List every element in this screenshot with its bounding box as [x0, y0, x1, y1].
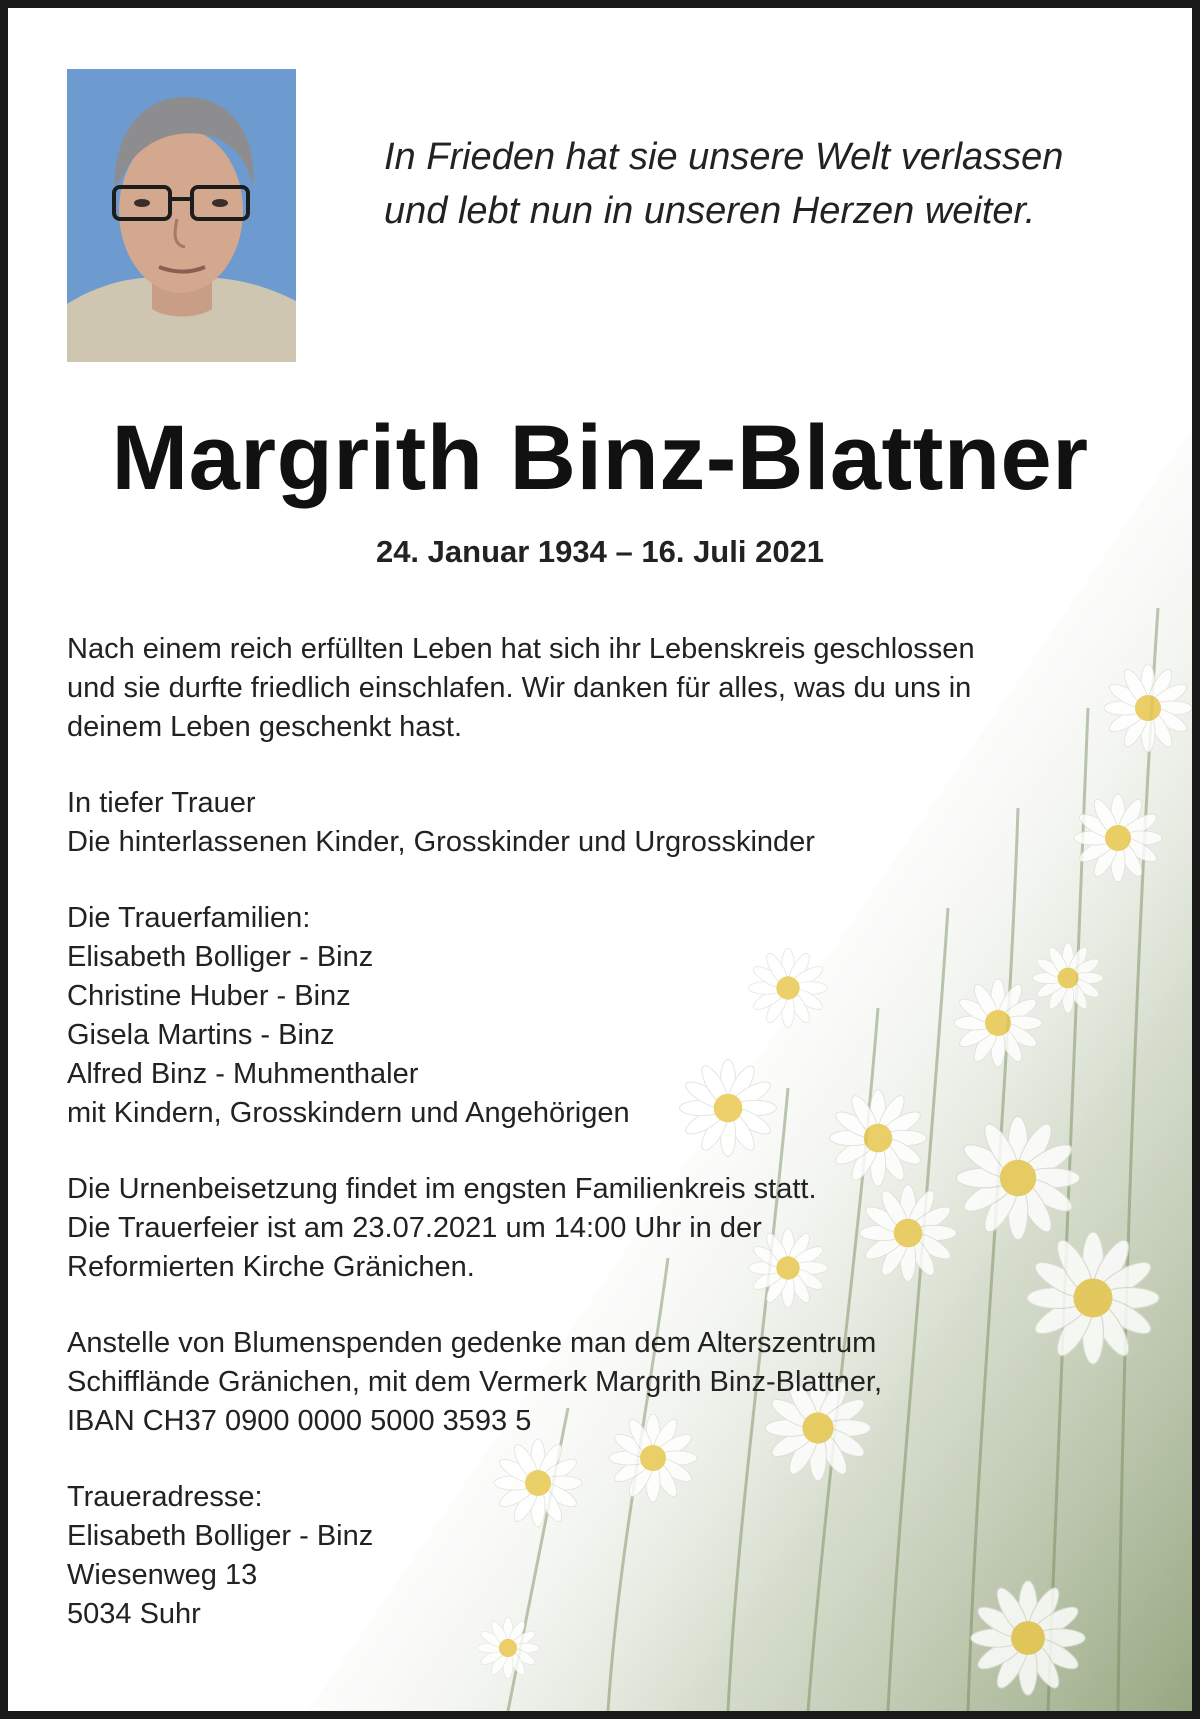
donation-block: [67, 1324, 1067, 1441]
address-heading: Traueradresse:: [67, 1481, 263, 1513]
family-member: Christine Huber - Binz: [67, 980, 351, 1012]
family-member: Gisela Martins - Binz: [67, 1019, 335, 1051]
motto-line: In Frieden hat sie unsere Welt verlassen: [384, 136, 1064, 178]
family-member: Alfred Binz - Muhmenthaler: [67, 1058, 419, 1090]
address-block: [67, 1478, 1067, 1634]
families-heading: Die Trauerfamilien:: [67, 902, 311, 934]
ceremony-block: [67, 1170, 1067, 1287]
text-line: Reformierten Kirche Gränichen.: [67, 1251, 475, 1283]
family-member: Elisabeth Bolliger - Binz: [67, 941, 374, 973]
address-line: Wiesenweg 13: [67, 1559, 258, 1591]
motto-line: und lebt nun in unseren Herzen weiter.: [384, 190, 1036, 232]
motto-quote: [384, 130, 1144, 238]
text-line: Nach einem reich erfüllten Leben hat sich ihr Lebenskreis geschlossen: [67, 633, 975, 665]
text-line: Anstelle von Blumenspenden gedenke man dem Alterszentrum: [67, 1327, 877, 1359]
address-line: 5034 Suhr: [67, 1598, 201, 1630]
mourning-block: [67, 784, 1067, 862]
text-line: Die hinterlassenen Kinder, Grosskinder und Urgrosskinder: [67, 826, 815, 858]
text-line: Die Trauerfeier ist am 23.07.2021 um 14:00 Uhr in der: [67, 1212, 762, 1244]
tribute-paragraph: [67, 630, 1067, 747]
families-block: [67, 899, 1067, 1133]
text-line: und sie durfte friedlich einschlafen. Wir danken für alles, was du uns in: [67, 672, 972, 704]
text-line: deinem Leben geschenkt hast.: [67, 711, 462, 743]
life-dates: 24. Januar 1934 – 16. Juli 2021: [375, 534, 825, 569]
deceased-name: Margrith Binz-Blattner: [111, 407, 1089, 509]
notice-body: [67, 630, 1067, 1671]
iban-line: IBAN CH37 0900 0000 5000 3593 5: [67, 1405, 532, 1437]
families-closing: mit Kindern, Grosskindern und Angehörigen: [67, 1097, 630, 1129]
text-line: In tiefer Trauer: [67, 787, 256, 819]
text-line: Die Urnenbeisetzung findet im engsten Familienkreis statt.: [67, 1173, 817, 1205]
text-line: Schifflände Gränichen, mit dem Vermerk Margrith Binz-Blattner,: [67, 1366, 883, 1398]
portrait-photo: [67, 69, 296, 362]
address-line: Elisabeth Bolliger - Binz: [67, 1520, 374, 1552]
